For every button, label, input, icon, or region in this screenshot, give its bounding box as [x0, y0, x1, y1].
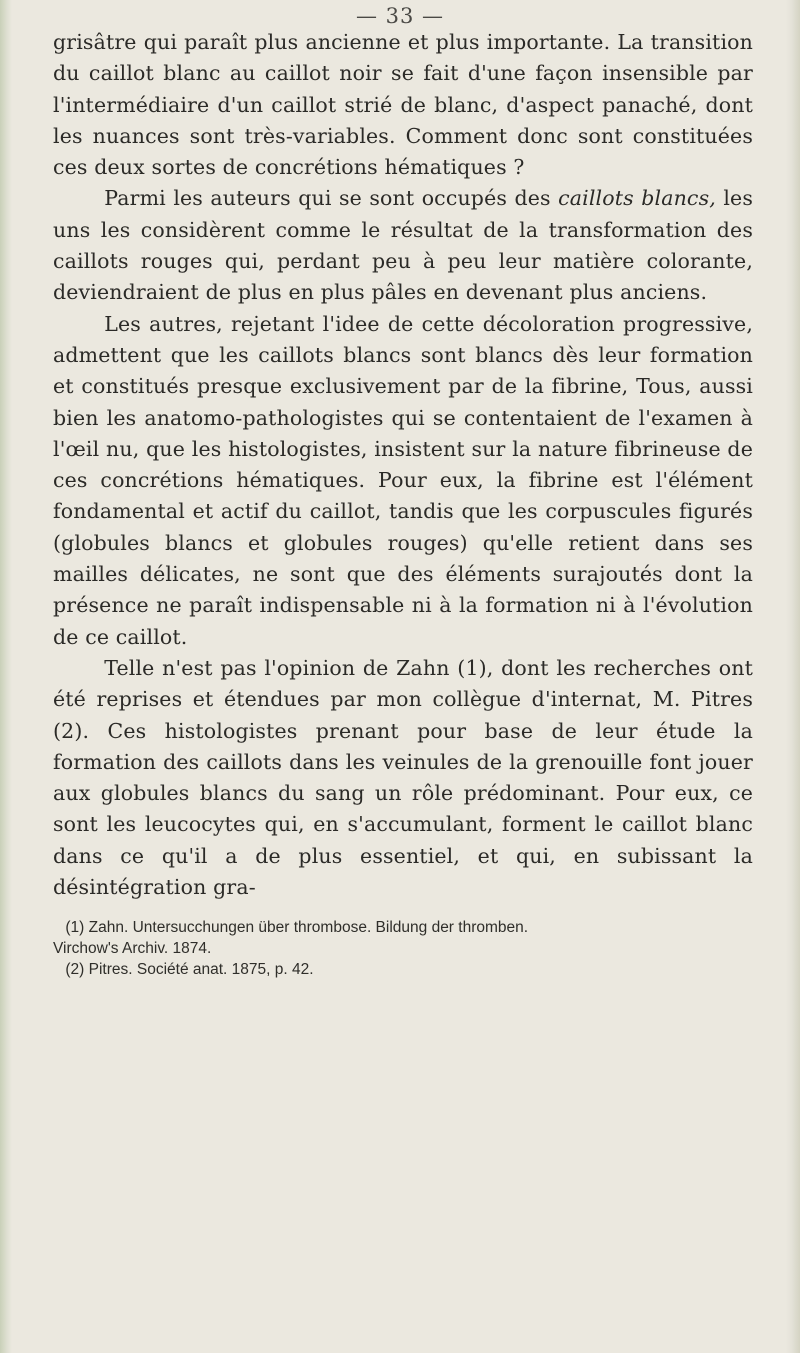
page-body [53, 27, 753, 980]
paragraph-2-emphasis: caillots blancs, [558, 186, 716, 211]
paragraph-1: grisâtre qui paraît plus ancienne et plus importante. La transition du caillot blanc au caillot noir se fait d'une façon insensible par l'intermédiaire d'un caillot strié de blanc, d'aspect panaché, dont les nuances sont très-variables. Comment donc sont constituées ces deux sortes de concrétions hématiques ? [53, 30, 753, 180]
paragraph-4: Telle n'est pas l'opinion de Zahn (1), dont les recherches ont été reprises et étendues par mon collègue d'internat, M. Pitres (2). Ces histologistes prenant pour base de leur étude la formation des caillots dans les veinules de la grenouille font jouer aux globules blancs du sang un rôle prédominant. Pour eux, ce sont les leucocytes qui, en s'accumulant, forment le caillot blanc dans ce qu'il a de plus essentiel, et qui, en subissant la désintégration gra- [53, 655, 753, 900]
paragraph-2-start: Parmi les auteurs qui se sont occupés des [104, 186, 559, 211]
paragraph-3: Les autres, rejetant l'idee de cette décoloration progressive, admettent que les caillots blancs sont blancs dès leur formation et constitués presque exclusivement par de la fibrine, Tous, aussi bien les anatomo-pathologistes qui se contentaient de l'examen à l'œil nu, que les histologistes, insistent sur la nature fibrineuse de ces concrétions hématiques. Pour eux, la fibrine est l'élément fondamental et actif du caillot, tandis que les corpuscules figurés (globules blancs et globules rouges) qu'elle retient dans ses mailles délicates, ne sont que des éléments surajoutés dont la présence ne paraît indispensable ni à la formation ni à l'évolution de ce caillot. [53, 311, 753, 649]
footnote-1-line-1: (1) Zahn. Untersucchungen über thrombose. Bildung der thromben. [65, 919, 529, 937]
footnotes [53, 917, 753, 980]
paragraph-2-end: les uns les considèrent comme le résultat de la transformation des caillots rouges qui, perdant peu à peu leur matière colorante, deviendraient de plus en plus pâles en devenant plus anciens. [53, 186, 753, 305]
page-number: — 33 — [355, 4, 445, 28]
paragraph-2 [53, 183, 753, 308]
page-right-edge [786, 0, 800, 1353]
page-left-edge [0, 0, 12, 1353]
footnote-2: (2) Pitres. Société anat. 1875, p. 42. [65, 961, 314, 979]
footnote-1-line-2: Virchow's Archiv. 1874. [53, 940, 212, 958]
